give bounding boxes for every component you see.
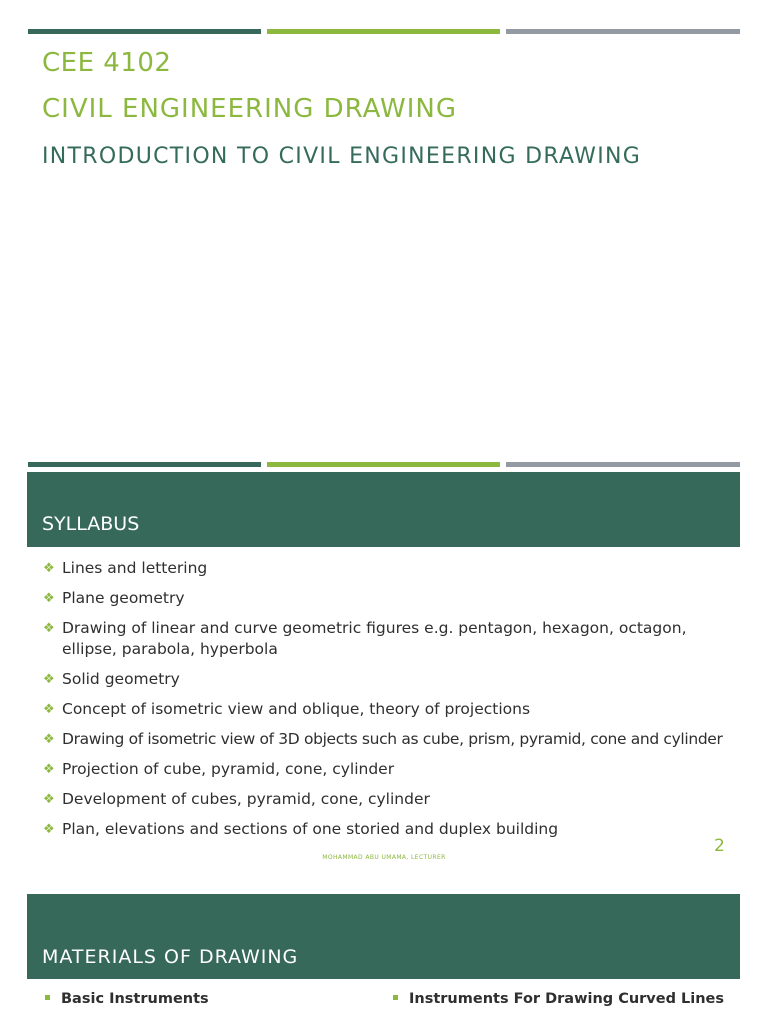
list-item xyxy=(42,558,732,579)
syllabus-list xyxy=(42,558,732,849)
list-item-text: Drawing of isometric view of 3D objects such as cube, prism, pyramid, cone and cylinder xyxy=(62,730,723,748)
square-bullet-icon xyxy=(45,995,50,1000)
diamond-bullet-icon: ❖ xyxy=(43,762,55,777)
list-item xyxy=(42,588,732,609)
top-accent-bar-green xyxy=(267,29,500,34)
list-item xyxy=(42,759,732,780)
list-item xyxy=(42,669,732,690)
page-number: 2 xyxy=(714,836,725,856)
slide2-accent-bar-dark xyxy=(28,462,261,467)
diamond-bullet-icon: ❖ xyxy=(43,591,55,606)
course-code: CEE 4102 xyxy=(42,48,172,78)
materials-header-band xyxy=(27,894,740,979)
list-item-text: Plan, elevations and sections of one storied and duplex building xyxy=(62,820,559,838)
diamond-bullet-icon: ❖ xyxy=(43,621,55,636)
list-item xyxy=(42,819,732,840)
diamond-bullet-icon: ❖ xyxy=(43,561,55,576)
materials-item-left xyxy=(45,991,209,1007)
list-item xyxy=(42,618,732,660)
materials-item-text: Basic Instruments xyxy=(61,991,209,1007)
diamond-bullet-icon: ❖ xyxy=(43,732,55,747)
square-bullet-icon xyxy=(393,995,398,1000)
top-accent-bar-dark xyxy=(28,29,261,34)
list-item-text: Lines and lettering xyxy=(62,559,208,577)
diamond-bullet-icon: ❖ xyxy=(43,702,55,717)
list-item-text: Drawing of linear and curve geometric figures e.g. pentagon, hexagon, octagon, ellipse, parabola, hyperbola xyxy=(62,619,687,658)
slide-subtitle: INTRODUCTION TO CIVIL ENGINEERING DRAWING xyxy=(42,144,642,169)
list-item-text: Projection of cube, pyramid, cone, cylinder xyxy=(62,760,395,778)
diamond-bullet-icon: ❖ xyxy=(43,792,55,807)
top-accent-bar-gray xyxy=(506,29,740,34)
slide2-accent-bar-green xyxy=(267,462,500,467)
slide2-accent-bar-gray xyxy=(506,462,740,467)
list-item xyxy=(42,729,732,750)
list-item xyxy=(42,789,732,810)
list-item-text: Solid geometry xyxy=(62,670,180,688)
diamond-bullet-icon: ❖ xyxy=(43,822,55,837)
materials-title: MATERIALS OF DRAWING xyxy=(42,946,299,968)
syllabus-title: SYLLABUS xyxy=(42,513,140,535)
syllabus-header-band xyxy=(27,472,740,547)
list-item-text: Concept of isometric view and oblique, theory of projections xyxy=(62,700,531,718)
slide-footer: MOHAMMAD ABU UMAMA, LECTURER xyxy=(322,854,446,861)
materials-item-right xyxy=(393,991,724,1007)
list-item xyxy=(42,699,732,720)
list-item-text: Development of cubes, pyramid, cone, cylinder xyxy=(62,790,430,808)
course-title: CIVIL ENGINEERING DRAWING xyxy=(42,94,457,124)
diamond-bullet-icon: ❖ xyxy=(43,672,55,687)
list-item-text: Plane geometry xyxy=(62,589,185,607)
materials-item-text: Instruments For Drawing Curved Lines xyxy=(409,991,725,1007)
